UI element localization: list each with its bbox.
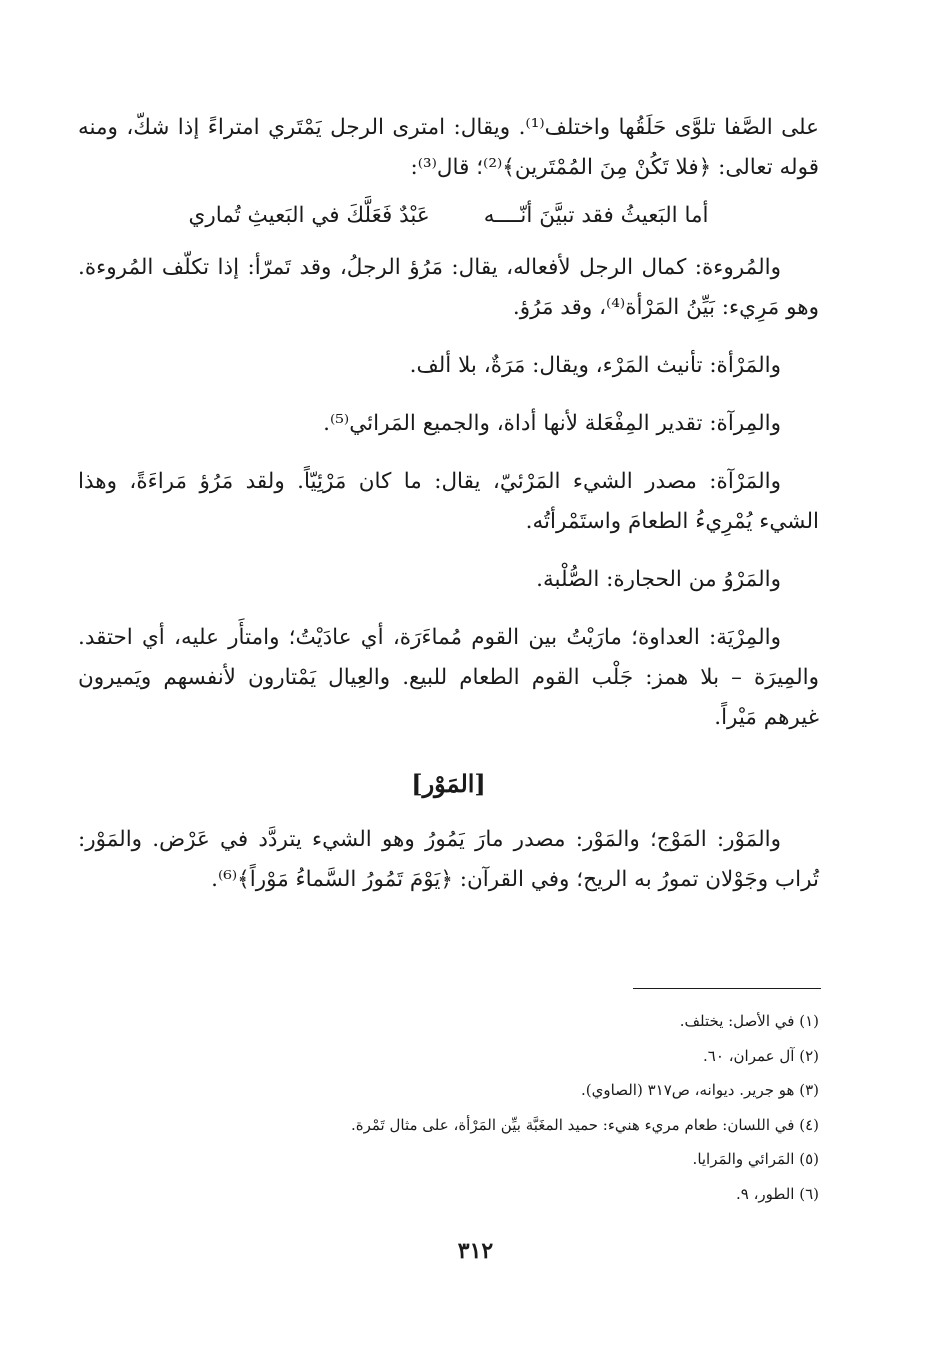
paragraph-mawr: والمَوْر: المَوْج؛ والمَوْر: مصدر مارَ يَمُورُ وهو الشيء يتردَّد في عَرْض. والمَوْر: تُراب وجَوْلان تمورُ به الريح؛ وفي القرآن: ﴿يَوْمَ تَمُورُ السَّماءُ مَوْراً﴾⁽⁶⁾. — [78, 827, 819, 892]
paragraph-muruah: والمُروءة: كمال الرجل لأفعاله، يقال: مَرُؤ الرجلُ، وقد تَمرّأ: إذا تكلّف المُروءة. وهو مَرِيء: بَيِّنُ المَرْأة⁽⁴⁾، وقد مَرُؤ. — [78, 255, 819, 320]
verse-second-hemistich: عَبْدٌ فَعَلَّكَ في البَعيثِ تُماري — [188, 203, 430, 228]
footnote-3: (٣) هو جرير. ديوانه، ص٣١٧ (الصاوي). — [581, 1081, 819, 1099]
paragraph-marah-masdar: والمَرْآة: مصدر الشيء المَرْئيّ، يقال: ما كان مَرْئِيّاً. ولقد مَرُؤ مَراءَةً، وهذا الشيء يُمْرِيءُ الطعامَ واستَمْرأتُه. — [78, 469, 819, 534]
poetry-verse — [78, 196, 819, 236]
paragraph-marah: والمَرْأة: تأنيث المَرْء، ويقال: مَرَةٌ، بلا ألف. — [409, 353, 781, 378]
page-number: ٣١٢ — [457, 1238, 494, 1264]
footnote-4: (٤) في اللسان: طعام مريء هنيء: حميد المغَبَّة بيِّن المَرْأة، على مثال تَمْرة. — [350, 1115, 819, 1134]
footnote-5: (٥) المَرائي والمَرايا. — [692, 1150, 819, 1168]
footnote-divider — [633, 988, 821, 989]
section-heading: [المَوْر] — [411, 769, 486, 798]
paragraph-1: على الصَّفا تلوَّى حَلَقُها واختلف⁽¹⁾. ويقال: امترى الرجل يَمْتَري امتراءً إذا شكّ، ومنه قوله تعالى: ﴿فلا تَكُنْ مِنَ المُمْتَرين﴾⁽²⁾؛ قال⁽³⁾: — [78, 115, 819, 180]
main-text — [78, 108, 819, 918]
footnote-2: (٢) آل عمران، ٦٠. — [703, 1046, 819, 1065]
footnote-1: (١) في الأصل: يختلف. — [679, 1012, 819, 1030]
paragraph-mirya: والمِرْيَة: العداوة؛ مارَيْتُ بين القوم مُماءَرَة، أي عادَيْتُ؛ وامتأَر عليه، أي احتقد. والمِيرَة – بلا همز: جَلْب القوم الطعام للبيع. والعِيال يَمْتارون لأنفسهم ويَميرون غيرهم مَيْراً. — [78, 625, 819, 730]
verse-first-hemistich: أما البَعيثُ فقد تبيَّنَ أنّــــه — [483, 203, 709, 228]
paragraph-mirah: والمِرآة: تقدير المِفْعَلة لأنها أداة، والجميع المَرائي⁽⁵⁾. — [323, 411, 781, 436]
paragraph-marw: والمَرْوُ من الحجارة: الصُّلْبة. — [536, 567, 781, 592]
footnote-6: (٦) الطور، ٩. — [735, 1184, 819, 1203]
footnotes — [120, 1004, 819, 1211]
